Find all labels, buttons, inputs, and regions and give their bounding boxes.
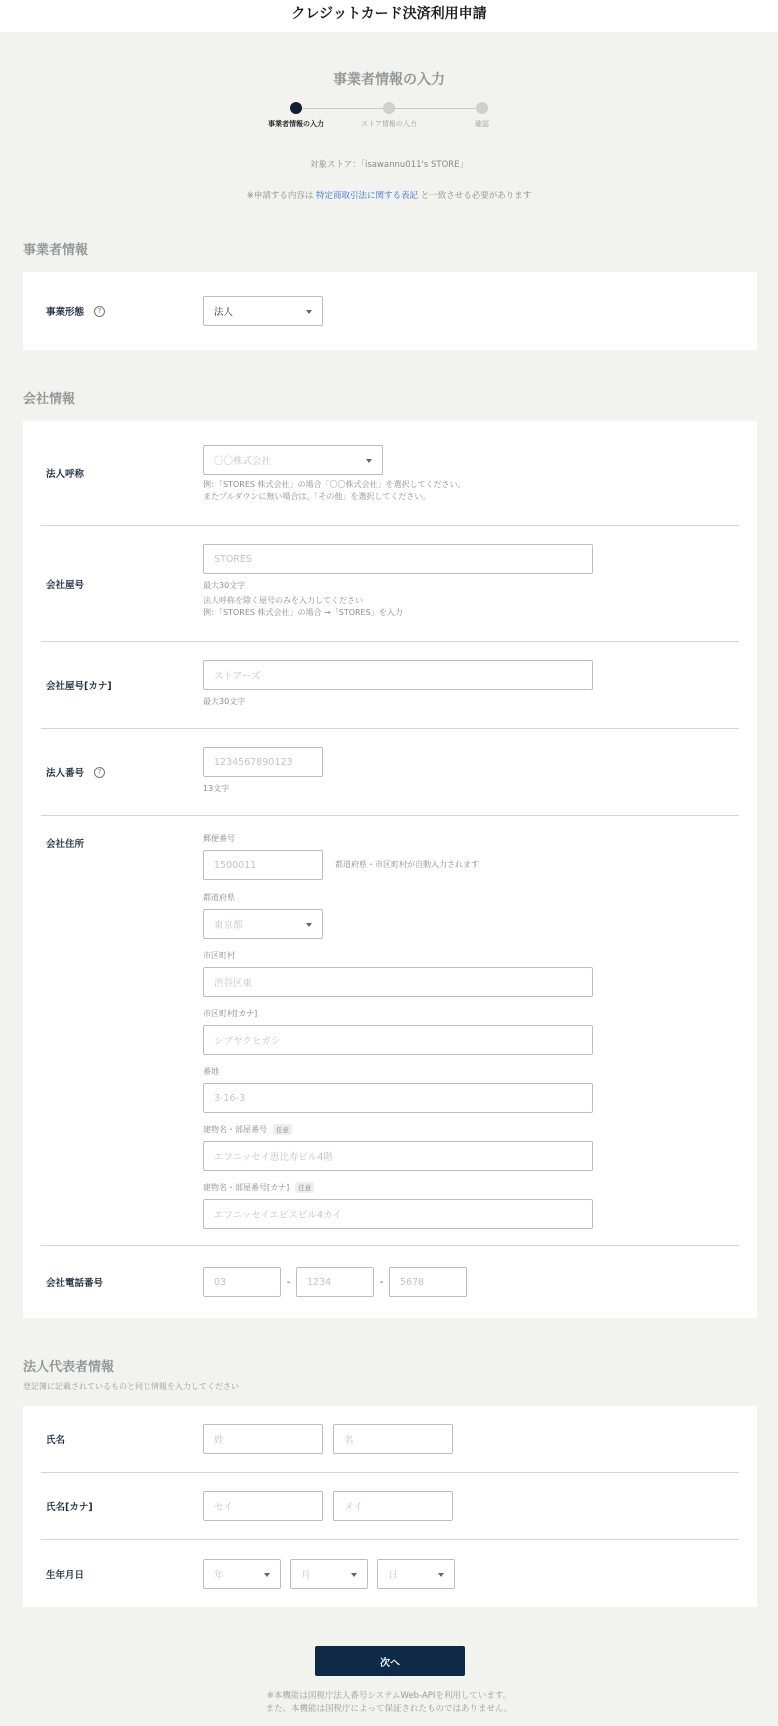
business-type-row bbox=[41, 272, 739, 350]
street-label: 番地 bbox=[203, 1067, 219, 1076]
street-input[interactable]: 3-16-3 bbox=[203, 1083, 593, 1113]
birth-month-select[interactable]: 月 bbox=[290, 1559, 368, 1589]
company-name-input[interactable]: STORES bbox=[203, 544, 593, 574]
rep-section-subtitle: 登記簿に記載されているものと同じ情報を入力してください bbox=[23, 1382, 239, 1391]
city-label: 市区町村 bbox=[203, 951, 235, 960]
city-kana-input[interactable]: シブヤクヒガシ bbox=[203, 1025, 593, 1055]
kana-hint: 最大30文字 bbox=[203, 697, 246, 706]
phone-input-3[interactable]: 5678 bbox=[389, 1267, 467, 1297]
top-bar bbox=[0, 0, 778, 32]
birth-day-select[interactable]: 日 bbox=[377, 1559, 455, 1589]
company-name-row bbox=[41, 526, 739, 642]
phone-dash: - bbox=[286, 1276, 291, 1288]
company-phone-row bbox=[41, 1246, 739, 1318]
rep-kana-row bbox=[41, 1473, 739, 1540]
birth-year-select[interactable]: 年 bbox=[203, 1559, 281, 1589]
building-label-text: 建物名・部屋番号 bbox=[203, 1125, 267, 1134]
company-kana-label: 会社屋号[カナ] bbox=[46, 681, 112, 692]
company-kana-row bbox=[41, 642, 739, 729]
rep-section-title: 法人代表者情報 bbox=[23, 1360, 115, 1375]
city-kana-label: 市区町村[カナ] bbox=[203, 1009, 258, 1018]
step-1-dot bbox=[290, 102, 302, 114]
company-card bbox=[23, 421, 757, 1318]
business-type-label bbox=[41, 272, 203, 350]
help-icon[interactable]: ? bbox=[94, 306, 105, 317]
rep-kana-label: 氏名[カナ] bbox=[46, 1502, 93, 1513]
company-kana-input[interactable]: ストアーズ bbox=[203, 660, 593, 690]
step-3-dot bbox=[476, 102, 488, 114]
zip-label: 郵便番号 bbox=[203, 834, 235, 843]
last-name-input[interactable]: 姓 bbox=[203, 1424, 323, 1454]
optional-tag: 任意 bbox=[295, 1182, 314, 1193]
rep-dob-label: 生年月日 bbox=[46, 1569, 85, 1581]
corporate-suffix-label: 法人呼称 bbox=[46, 469, 85, 480]
zip-hint: 都道府県・市区町村が自動入力されます bbox=[335, 860, 479, 869]
notice-text bbox=[0, 189, 778, 201]
page-title: クレジットカード決済利用申請 bbox=[291, 6, 487, 22]
company-address-label: 会社住所 bbox=[46, 839, 85, 850]
last-name-kana-input[interactable]: セイ bbox=[203, 1491, 323, 1521]
rep-dob-row bbox=[41, 1540, 739, 1607]
company-address-row bbox=[41, 816, 739, 1246]
building-input[interactable]: エフニッセイ恵比寿ビル4階 bbox=[203, 1141, 593, 1171]
business-section-title: 事業者情報 bbox=[23, 243, 89, 258]
suffix-hint-2: またプルダウンに無い場合は、「その他」を選択してください。 bbox=[203, 492, 431, 501]
first-name-input[interactable]: 名 bbox=[333, 1424, 453, 1454]
building-kana-label bbox=[203, 1182, 739, 1193]
business-type-label-text: 事業形態 bbox=[46, 307, 85, 318]
notice-prefix: ※申請する内容は bbox=[246, 191, 317, 201]
business-card bbox=[23, 272, 757, 350]
corporate-suffix-row bbox=[41, 421, 739, 526]
rep-card bbox=[23, 1406, 757, 1607]
prefecture-label: 都道府県 bbox=[203, 893, 235, 902]
optional-tag: 任意 bbox=[273, 1124, 292, 1135]
footer-line-1: ※本機能は国税庁法人番号システムWeb-APIを利用しています。 bbox=[266, 1691, 512, 1701]
building-label bbox=[203, 1124, 739, 1135]
rep-name-label: 氏名 bbox=[46, 1435, 66, 1446]
tokushoho-link[interactable]: 特定商取引法に関する表記 bbox=[316, 191, 419, 201]
building-kana-input[interactable]: エフニッセイエビスビル4カイ bbox=[203, 1199, 593, 1229]
company-section-title: 会社情報 bbox=[23, 392, 76, 407]
number-hint: 13文字 bbox=[203, 784, 230, 793]
city-input[interactable]: 渋谷区東 bbox=[203, 967, 593, 997]
prefecture-select[interactable]: 東京都 bbox=[203, 909, 323, 939]
next-button[interactable]: 次へ bbox=[315, 1646, 465, 1676]
first-name-kana-input[interactable]: メイ bbox=[333, 1491, 453, 1521]
corporate-number-input[interactable]: 1234567890123 bbox=[203, 747, 323, 777]
step-2-label: ストア情報の入力 bbox=[361, 120, 417, 128]
step-2-dot bbox=[383, 102, 395, 114]
progress-stepper bbox=[259, 101, 519, 141]
step-3 bbox=[427, 101, 537, 129]
zip-input[interactable]: 1500011 bbox=[203, 850, 323, 880]
step-3-label: 確認 bbox=[475, 120, 489, 128]
rep-name-row bbox=[41, 1406, 739, 1473]
building-kana-label-text: 建物名・部屋番号[カナ] bbox=[203, 1183, 290, 1192]
corporate-number-label-text: 法人番号 bbox=[46, 768, 85, 779]
name-hint-2: 法人呼称を除く屋号のみを入力してください bbox=[203, 596, 363, 605]
phone-dash: - bbox=[379, 1276, 384, 1288]
phone-input-1[interactable]: 03 bbox=[203, 1267, 281, 1297]
suffix-hint-1: 例：「STORES 株式会社」の場合「〇〇株式会社」を選択してください。 bbox=[203, 480, 466, 489]
name-hint-1: 最大30文字 bbox=[203, 581, 246, 590]
help-icon[interactable]: ? bbox=[94, 767, 105, 778]
corporate-number-label bbox=[41, 729, 203, 815]
target-store: 対象ストア：「isawannu011's STORE」 bbox=[309, 160, 469, 170]
footer-line-2: また、本機能は国税庁によって保証されたものではありません。 bbox=[265, 1704, 513, 1714]
notice-suffix: と一致させる必要があります bbox=[418, 191, 532, 201]
step-1-label: 事業者情報の入力 bbox=[268, 120, 324, 128]
corporate-number-row bbox=[41, 729, 739, 816]
company-name-label: 会社屋号 bbox=[46, 579, 85, 591]
company-phone-label: 会社電話番号 bbox=[46, 1278, 104, 1289]
footer-note bbox=[0, 1690, 778, 1716]
name-hint-3: 例：「STORES 株式会社」の場合 →「STORES」を入力 bbox=[203, 608, 403, 617]
business-type-select[interactable]: 法人 bbox=[203, 296, 323, 326]
phone-input-2[interactable]: 1234 bbox=[296, 1267, 374, 1297]
corporate-suffix-select[interactable]: 〇〇株式会社 bbox=[203, 445, 383, 475]
step-title: 事業者情報の入力 bbox=[333, 72, 445, 88]
